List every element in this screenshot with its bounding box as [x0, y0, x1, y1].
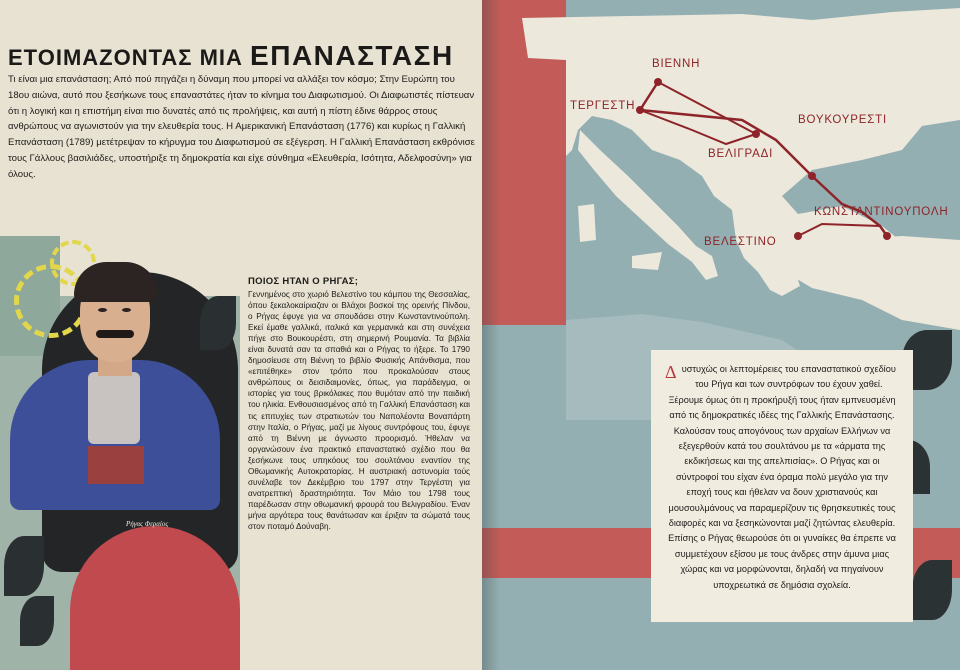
- portrait-caption: Ρήγας Φεραίος: [126, 520, 169, 528]
- title-prefix: ΕΤΟΙΜΑΖΟΝΤΑΣ ΜΙΑ: [8, 45, 251, 70]
- sidebar-body: Γεννημένος στο χωριό Βελεστίνο του κάμπου της Θεσσαλίας, όπου ξεκαλοκαίριαζαν οι Βλάχοι βοσκοί της ορεινής Πίνδου, ο Ρήγας έφυγε για να σπουδάσει στην Κωνσταντινούπολη. Εκεί έμαθε γαλλικά, ιταλικά και γερμανικά και στη συνέχεια πήγε στο Βουκουρέστι, στη σημερινή Ρουμανία. Τα βιβλία είναι δυνατά σαν τα σπαθιά και ο Ρήγας το ήξερε. Το 1790 δημοσίευσε στη Βιέννη το βιβλίο Φυσικής Απάνθισμα, που «επιτέθηκε» στον τρόπο που προκαλούσαν στους ανθρώπους οι δεισιδαιμονίες, όπως, για παράδειγμα, οι ιστορίες για τους βρικόλακες που θυμόταν από την παιδική του ηλικία. Ενθουσιασμένος από τη Γαλλική Επανάσταση και τις επιτυχίες των στρατιωτών του Ναπολέοντα Βοναπάρτη στην Ιταλία, ο Ρήγας, μαζί με λίγους συντρόφους του, έφυγε από τη Βιέννη με άγνωστο προορισμό. Ήθελαν να οργανώσουν ένα πρακτικό επαναστατικό σχέδιο που θα ξεσήκωνε τους υπηκόους του σουλτάνου εναντίον της Οθωμανικής Αυτοκρατορίας. Η αυστριακή αστυνομία τούς συνέλαβε τον Δεκέμβριο του 1797 στην Τεργέστη για ανατρεπτική δραστηριότητα. Τον Μάιο του 1798 τους παρέδωσαν στην οθωμανική φρουρά του Βελιγραδίου. Έναν μήνα αργότερα τους θανάτωσαν και έριξαν τα σώματά τους στον ποταμό Δούναβη.: [248, 290, 470, 531]
- map-land-sicily: [632, 252, 662, 270]
- city-marker-vienna: [654, 78, 662, 86]
- portrait-shirt: [88, 372, 140, 444]
- portrait-sash: [88, 446, 144, 484]
- dropcap: Δ: [665, 362, 677, 382]
- info-text: υστυχώς οι λεπτομέρειες του επαναστατικού σχεδίου του Ρήγα και των συντρόφων του έχουν χαθεί. Ξέρουμε όμως ότι η προκήρυξή τους ήταν εμπνευσμένη από τις δημοκρατικές ιδέες της Γαλλικής Επανάστασης. Καλούσαν τους απογόνους των αρχαίων Ελλήνων να εξεγερθούν κατά του σουλτάνου με τα «άρματα της εκδικήσεως και της απελπισίας». Ο Ρήγας και οι σύντροφοί του είχαν ένα όραμα πολύ μεγάλο για την εποχή τους και ήθελαν να δουν χριστιανούς και μουσουλμάνους να παραμερίζουν τις θρησκευτικές τους διαφορές και να ξεσηκώνονται μαζί ζητώντας ελευθερία. Επίσης ο Ρήγας θεωρούσε ότι οι γυναίκες θα έπρεπε να συμμετέχουν εξίσου με τους άνδρες στην άμυνα μιας χώρας και να μορφώνονται, δηλαδή να πηγαίνουν υποχρεωτικά σε δημόσια σχολεία.: [668, 364, 896, 590]
- title-emphasis: ΕΠΑΝΑΣΤΑΣΗ: [250, 40, 454, 71]
- city-label-belgrade: ΒΕΛΙΓΡΑΔΙ: [708, 148, 774, 160]
- map-land-anatolia: [842, 236, 960, 330]
- city-marker-bucharest: [808, 172, 816, 180]
- right-page: [482, 0, 960, 670]
- gutter-shadow: [482, 0, 500, 670]
- map-land-sardinia: [578, 204, 596, 242]
- page-title: [8, 40, 454, 72]
- city-label-constantinople: ΚΩΝΣΤΑΝΤΙΝΟΥΠΟΛΗ: [814, 206, 949, 218]
- city-label-trieste: ΤΕΡΓΕΣΤΗ: [570, 100, 636, 112]
- sidebar-box: [248, 276, 470, 532]
- portrait-eye: [122, 308, 131, 312]
- portrait-hair: [74, 262, 158, 302]
- city-label-bucharest: ΒΟΥΚΟΥΡΕΣΤΙ: [798, 114, 887, 126]
- city-label-velestino: ΒΕΛΕΣΤΙΝΟ: [704, 236, 777, 248]
- sidebar-heading: ΠΟΙΟΣ ΗΤΑΝ Ο ΡΗΓΑΣ;: [248, 276, 359, 287]
- city-marker-velestino: [794, 232, 802, 240]
- portrait-moustache: [96, 330, 134, 338]
- portrait-eye: [98, 308, 107, 312]
- leaf-icon: [4, 536, 44, 596]
- info-paragraph: [665, 362, 899, 593]
- leaf-icon: [20, 596, 54, 646]
- city-label-vienna: ΒΙΕΝΝΗ: [652, 58, 701, 70]
- leaf-icon: [200, 296, 236, 350]
- city-marker-trieste: [636, 106, 644, 114]
- info-box: [651, 350, 913, 622]
- city-marker-constantinople: [883, 232, 891, 240]
- plant-icon: [912, 560, 952, 620]
- city-marker-belgrade: [752, 130, 760, 138]
- intro-paragraph: Τι είναι μια επανάσταση; Από πού πηγάζει η δύναμη που μπορεί να αλλάξει τον κόσμο; Στην Ευρώπη του 18ου αιώνα, αυτό που ξεσήκωνε τους επαναστάτες ήταν το κίνημα του Διαφωτισμού. Οι Διαφωτιστές πίστευαν ότι η λογική και η επιστήμη είναι πιο δυνατές από τις προλήψεις, και αυτή η πίστη έδινε θάρρος στους ανθρώπους να αγωνιστούν για την ελευθερία τους. Η Αμερικανική Επανάσταση (1776) και κυρίως η Γαλλική Επανάσταση (1789) μετέτρεψαν το κήρυγμα του Διαφωτισμού σε εξέγερση. Η Γαλλική Επανάσταση εκθρόνισε τους Γάλλους βασιλιάδες, υποστήριξε τη δημοκρατία και είχε σύνθημα «Ελευθερία, Ισότητα, Αδελφοσύνη» για όλους.: [8, 74, 475, 180]
